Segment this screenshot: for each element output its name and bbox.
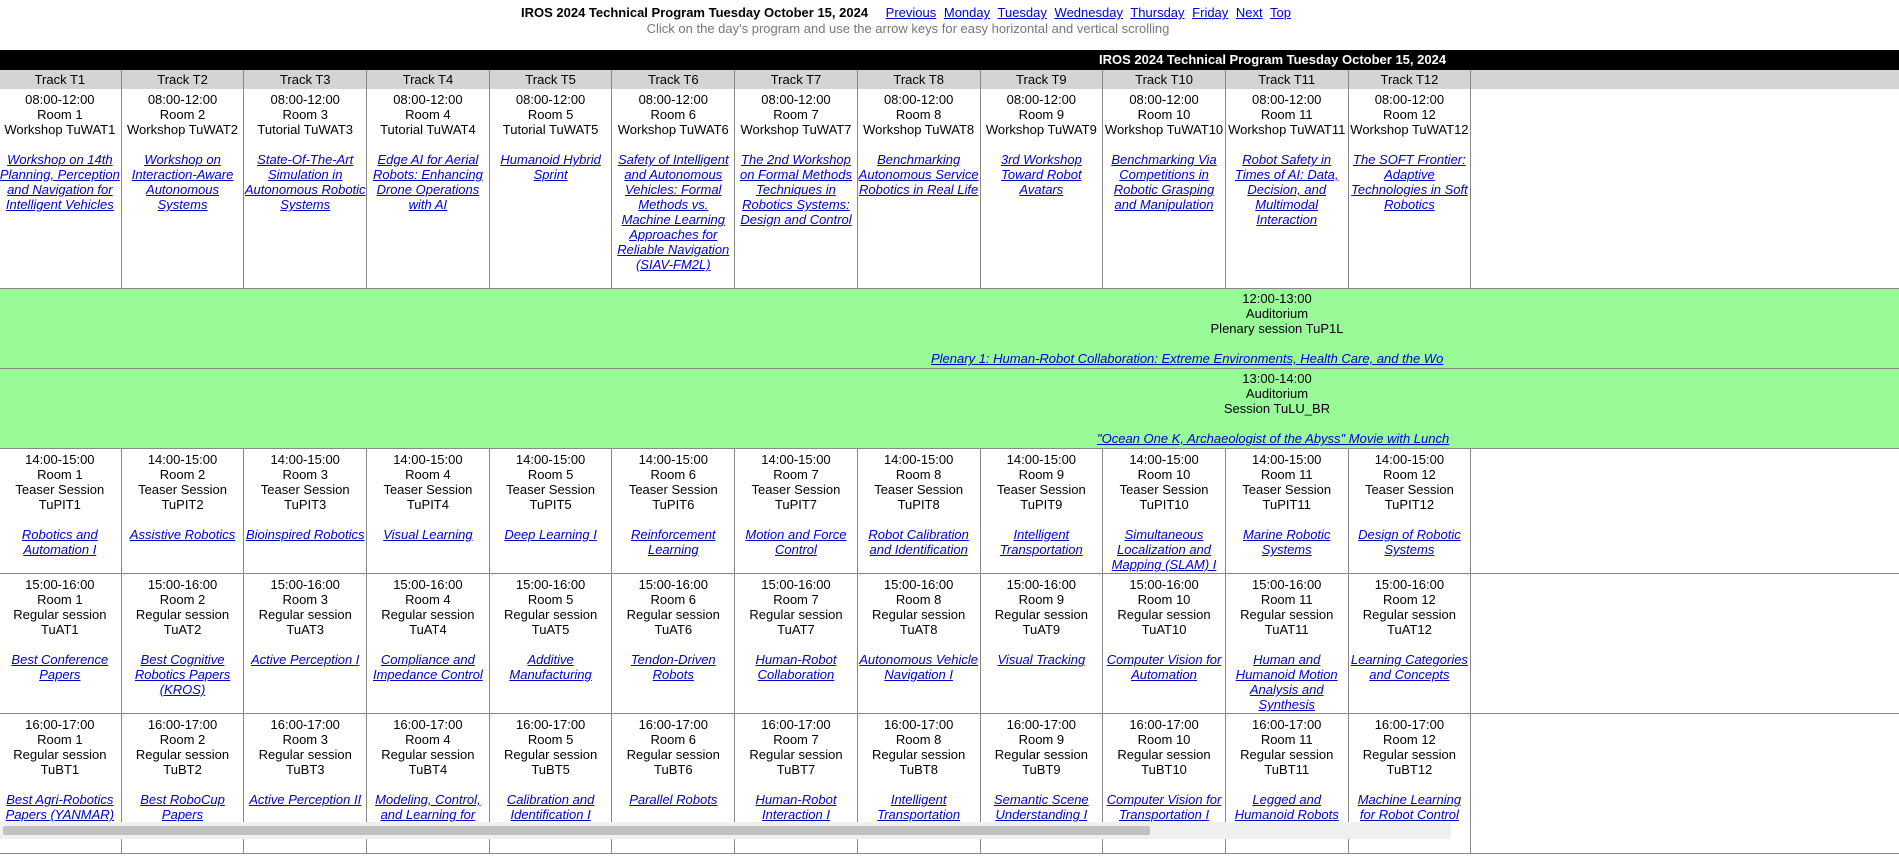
session-time: 15:00-16:00 [515,577,586,592]
session-room: Room 4 [405,732,451,747]
session-type: Regular session TuAT3 [258,607,352,637]
session-type: Regular session TuAT1 [13,607,107,637]
session-cell [735,574,858,713]
session-time: 08:00-12:00 [1252,92,1322,107]
session-title-link[interactable]: Tendon-Driven Robots [630,652,716,682]
session-time: 16:00-17:00 [761,717,831,732]
session-cell [367,449,490,573]
session-type: Workshop TuWAT10 [1104,122,1224,137]
session-room: Room 10 [1137,467,1191,482]
session-title-link[interactable]: Computer Vision for Automation [1106,652,1222,682]
lunch-time: 13:00-14:00 [1242,371,1312,386]
session-title-link[interactable]: The 2nd Workshop on Formal Methods Techniques in Robotics Systems: Design and Control [739,152,852,227]
session-time: 15:00-16:00 [761,577,831,592]
lunch-session: Session TuLU_BR [1223,401,1331,416]
session-type: Workshop TuWAT11 [1228,122,1346,137]
session-title-link[interactable]: Modeling, Control, and Learning for [375,792,481,822]
session-room: Room 8 [895,592,942,607]
session-title-link[interactable]: State-Of-The-Art Simulation in Autonomous Robotic Systems [244,152,366,212]
session-title-link[interactable]: Computer Vision for Transportation I [1106,792,1222,822]
session-title-link[interactable]: Autonomous Vehicle Navigation I [859,652,979,682]
session-title-link[interactable]: Human-Robot Collaboration [755,652,837,682]
session-cell [858,449,981,573]
session-cell [122,89,245,288]
session-room: Room 6 [650,592,697,607]
session-time: 16:00-17:00 [25,717,95,732]
session-cell [1349,574,1472,713]
track-header: Track T10 [1103,70,1226,89]
session-title-link[interactable]: Benchmarking Via Competitions in Robotic Grasping and Manipulation [1111,152,1217,212]
session-room: Room 1 [37,467,83,482]
session-cell [367,574,490,713]
session-time: 08:00-12:00 [270,92,340,107]
session-room: Room 12 [1383,107,1436,122]
track-header: Track T2 [122,70,245,89]
session-room: Room 10 [1137,592,1191,607]
program-title-bar [0,50,1899,70]
plenary-session: Plenary session TuP1L [1210,321,1344,336]
session-type: Regular session TuBT4 [381,747,475,777]
session-time: 16:00-17:00 [270,717,340,732]
session-room: Room 2 [159,107,206,122]
session-title-link[interactable]: Human and Humanoid Motion Analysis and Synthesis [1235,652,1338,712]
session-cell [735,89,858,288]
lunch-row [0,369,1899,449]
nav-wednesday-link[interactable]: Wednesday [1054,5,1123,20]
session-room: Room 8 [895,107,942,122]
plenary-time: 12:00-13:00 [1242,291,1312,306]
program-title-bar-text: IROS 2024 Technical Program Tuesday October 15, 2024 [1099,52,1447,67]
scrollbar-thumb[interactable] [3,826,1150,835]
session-room: Room 9 [1018,107,1065,122]
session-time: 08:00-12:00 [761,92,831,107]
session-room: Room 9 [1018,732,1065,747]
session-time: 16:00-17:00 [1374,717,1445,732]
session-title-link[interactable]: The SOFT Frontier: Adaptive Technologies in Soft Robotics [1351,152,1468,212]
session-title-link[interactable]: Compliance and Impedance Control [372,652,483,682]
session-room: Room 2 [159,592,206,607]
session-cell [1226,449,1349,573]
session-room: Room 2 [159,732,206,747]
session-time: 16:00-17:00 [1252,717,1322,732]
session-type: Tutorial TuWAT4 [380,122,476,137]
session-time: 15:00-16:00 [393,577,463,592]
session-room: Room 4 [405,107,451,122]
page-title: IROS 2024 Technical Program Tuesday October 15, 2024 [520,5,869,20]
nav-monday-link[interactable]: Monday [943,5,991,20]
session-type: Teaser Session TuPIT9 [996,482,1086,512]
session-type: Regular session TuBT9 [994,747,1088,777]
session-time: 15:00-16:00 [1374,577,1445,592]
session-type: Workshop TuWAT1 [4,122,116,137]
session-time: 16:00-17:00 [147,717,218,732]
track-header: Track T5 [490,70,613,89]
track-header: Track T12 [1349,70,1472,89]
session-room: Room 9 [1018,467,1065,482]
session-time: 15:00-16:00 [1006,577,1077,592]
session-type: Workshop TuWAT9 [985,122,1097,137]
session-type: Teaser Session TuPIT8 [874,482,964,512]
session-room: Room 5 [527,467,574,482]
session-room: Room 10 [1137,732,1191,747]
session-cell [1349,89,1472,288]
session-cell [122,449,245,573]
session-cell [981,574,1104,713]
session-time: 14:00-15:00 [638,452,708,467]
session-type: Regular session TuBT6 [626,747,720,777]
session-title-link[interactable]: Best RoboCup Papers [140,792,225,822]
session-cell [1226,89,1349,288]
session-title-link[interactable]: Robot Safety in Times of AI: Data, Decision, and Multimodal Interaction [1235,152,1339,227]
session-type: Teaser Session TuPIT6 [628,482,718,512]
session-cell [1349,449,1472,573]
nav-thursday-link[interactable]: Thursday [1130,5,1185,20]
session-time: 14:00-15:00 [1129,452,1199,467]
session-title-link[interactable]: Robot Calibration and Identification [868,527,969,557]
session-title-link[interactable]: Workshop on Interaction-Aware Autonomous Systems [131,152,234,212]
track-header: Track T1 [0,70,122,89]
program-grid[interactable] [0,50,1899,854]
session-cell [367,89,490,288]
session-title-link[interactable]: Best Cognitive Robotics Papers (KROS) [134,652,231,697]
session-time: 14:00-15:00 [393,452,463,467]
track-header: Track T8 [858,70,981,89]
session-room: Room 5 [527,107,574,122]
session-title-link[interactable]: Human-Robot Interaction I [755,792,837,822]
session-room: Room 9 [1018,592,1065,607]
session-cell [1103,89,1226,288]
page-header [0,4,1816,35]
session-time: 14:00-15:00 [515,452,586,467]
session-title-link[interactable]: Design of Robotic Systems [1358,527,1461,557]
session-time: 08:00-12:00 [1006,92,1077,107]
session-title-link[interactable]: Semantic Scene Understanding I [994,792,1089,822]
session-room: Room 7 [773,732,819,747]
session-type: Regular session TuAT11 [1240,607,1334,637]
session-type: Regular session TuBT5 [503,747,598,777]
nav-friday-link[interactable]: Friday [1192,5,1229,20]
session-cell [244,574,367,713]
session-type: Workshop TuWAT2 [127,122,239,137]
session-cell [0,89,122,288]
session-title-link[interactable]: Active Perception II [249,792,362,807]
session-title-link[interactable]: Intelligent Transportation [999,527,1083,557]
nav-top-link[interactable]: Top [1270,5,1292,20]
session-title-link[interactable]: Workshop on 14th Planning, Perception and Navigation for Intelligent Vehicles [0,152,120,212]
session-title-link[interactable]: Marine Robotic Systems [1243,527,1331,557]
session-room: Room 11 [1260,732,1313,747]
session-room: Room 5 [527,592,574,607]
session-time: 16:00-17:00 [515,717,586,732]
session-type: Regular session TuBT1 [13,747,107,777]
session-time: 16:00-17:00 [393,717,463,732]
session-room: Room 3 [282,107,328,122]
track-header: Track T4 [367,70,490,89]
session-time: 08:00-12:00 [147,92,218,107]
session-room: Room 8 [895,732,942,747]
session-room: Room 4 [405,592,451,607]
nav-next-link[interactable]: Next [1235,5,1263,20]
lunch-title-link[interactable]: "Ocean One K, Archaeologist of the Abyss" Movie with Lunch [1097,431,1450,446]
session-type: Regular session TuAT12 [1362,607,1457,637]
track-header: Track T9 [981,70,1104,89]
session-title-link[interactable]: Reinforcement Learning [631,527,716,557]
session-room: Room 2 [159,467,206,482]
session-type: Regular session TuAT6 [626,607,720,637]
session-title-link[interactable]: Visual Learning [383,527,473,542]
session-type: Workshop TuWAT12 [1350,122,1469,137]
session-type: Tutorial TuWAT3 [257,122,354,137]
scroll-hint: Click on the day's program and use the arrow keys for easy horizontal and vertical scrolling [646,21,1170,36]
session-time: 16:00-17:00 [883,717,954,732]
workshop-row [0,89,1899,289]
session-time: 15:00-16:00 [1129,577,1199,592]
session-title-link[interactable]: Machine Learning for Robot Control [1357,792,1462,822]
session-time: 14:00-15:00 [883,452,954,467]
session-room: Room 3 [282,467,328,482]
session-title-link[interactable]: Humanoid Hybrid Sprint [500,152,601,182]
session-title-link[interactable]: Simultaneous Localization and Mapping (SLAM) I [1111,527,1217,572]
session-room: Room 6 [650,107,697,122]
session-time: 15:00-16:00 [25,577,95,592]
session-type: Regular session TuAT5 [503,607,598,637]
session-time: 15:00-16:00 [147,577,218,592]
session-room: Room 1 [37,592,83,607]
session-room: Room 11 [1260,107,1313,122]
session-cell [0,449,122,573]
nav-previous-link[interactable]: Previous [885,5,937,20]
session-time: 15:00-16:00 [270,577,340,592]
session-room: Room 3 [282,592,328,607]
session-title-link[interactable]: Benchmarking Autonomous Service Robotics in Real Life [858,152,979,197]
session-type: Regular session TuAT8 [872,607,966,637]
session-title-link[interactable]: Motion and Force Control [745,527,847,557]
regular-a-row [0,574,1899,714]
session-time: 16:00-17:00 [1129,717,1199,732]
session-time: 08:00-12:00 [1374,92,1445,107]
session-title-link[interactable]: Visual Tracking [997,652,1086,667]
session-type: Teaser Session TuPIT12 [1364,482,1454,512]
session-type: Teaser Session TuPIT4 [383,482,473,512]
session-room: Room 7 [773,467,819,482]
nav-tuesday-link[interactable]: Tuesday [997,5,1047,20]
session-title-link[interactable]: Additive Manufacturing [509,652,592,682]
session-title-link[interactable]: Parallel Robots [629,792,718,807]
session-type: Regular session TuBT10 [1117,747,1211,777]
session-room: Room 11 [1260,592,1313,607]
session-type: Regular session TuAT10 [1117,607,1211,637]
session-type: Workshop TuWAT8 [863,122,975,137]
session-cell [612,449,735,573]
session-cell [122,574,245,713]
track-header-row [0,70,1899,89]
session-room: Room 7 [773,592,819,607]
session-room: Room 10 [1137,107,1191,122]
session-room: Room 1 [37,732,83,747]
session-room: Room 3 [282,732,328,747]
track-header: Track T3 [244,70,367,89]
session-room: Room 12 [1383,467,1436,482]
session-cell [1226,574,1349,713]
session-time: 08:00-12:00 [638,92,708,107]
session-type: Teaser Session TuPIT7 [751,482,841,512]
session-type: Regular session TuBT8 [872,747,966,777]
session-type: Teaser Session TuPIT3 [260,482,350,512]
track-header: Track T6 [612,70,735,89]
session-time: 14:00-15:00 [1374,452,1445,467]
session-type: Teaser Session TuPIT1 [15,482,105,512]
lunch-room: Auditorium [1245,386,1309,401]
session-title-link[interactable]: 3rd Workshop Toward Robot Avatars [1000,152,1082,197]
teaser-row [0,449,1899,574]
session-title-link[interactable]: Learning Categories and Concepts [1350,652,1468,682]
session-title-link[interactable]: Bioinspired Robotics [245,527,365,542]
session-cell [735,449,858,573]
session-time: 15:00-16:00 [883,577,954,592]
session-time: 16:00-17:00 [638,717,708,732]
session-type: Workshop TuWAT6 [617,122,729,137]
session-cell [858,89,981,288]
session-time: 08:00-12:00 [515,92,586,107]
session-type: Regular session TuBT11 [1240,747,1334,777]
track-header: Track T11 [1226,70,1349,89]
session-time: 08:00-12:00 [883,92,954,107]
session-cell [981,449,1104,573]
plenary-row [0,289,1899,369]
session-room: Room 11 [1260,467,1313,482]
session-cell [1103,574,1226,713]
session-title-link[interactable]: Edge AI for Aerial Robots: Enhancing Drone Operations with AI [372,152,483,212]
session-type: Regular session TuBT12 [1362,747,1457,777]
session-type: Regular session TuBT3 [258,747,352,777]
session-cell [858,574,981,713]
session-room: Room 6 [650,732,697,747]
session-room: Room 6 [650,467,697,482]
session-cell [244,89,367,288]
session-type: Regular session TuAT2 [135,607,230,637]
session-room: Room 5 [527,732,574,747]
session-title-link[interactable]: Active Perception I [251,652,360,667]
session-type: Regular session TuAT4 [381,607,475,637]
session-type: Tutorial TuWAT5 [502,122,599,137]
session-type: Teaser Session TuPIT10 [1119,482,1209,512]
session-time: 14:00-15:00 [1252,452,1322,467]
session-type: Teaser Session TuPIT2 [138,482,227,512]
session-time: 14:00-15:00 [1006,452,1077,467]
session-type: Regular session TuBT7 [749,747,843,777]
session-title-link[interactable]: Best Agri-Robotics Papers (YANMAR) [5,792,115,822]
session-cell [981,89,1104,288]
session-room: Room 4 [405,467,451,482]
session-cell [612,89,735,288]
session-cell [490,89,613,288]
session-room: Room 1 [37,107,83,122]
session-time: 14:00-15:00 [270,452,340,467]
plenary-room: Auditorium [1245,306,1309,321]
session-time: 15:00-16:00 [638,577,708,592]
session-title-link[interactable]: Robotics and Automation I [21,527,98,557]
session-room: Room 8 [895,467,942,482]
session-room: Room 7 [773,107,819,122]
session-type: Teaser Session TuPIT11 [1242,482,1332,512]
session-time: 15:00-16:00 [1252,577,1322,592]
horizontal-scrollbar[interactable] [0,822,1451,839]
session-title-link[interactable]: Safety of Intelligent and Autonomous Vehicles: Formal Methods vs. Machine Learning Approaches for Reliable Navigation (SIAV-FM2L) [617,152,730,272]
session-cell [612,574,735,713]
session-type: Workshop TuWAT7 [740,122,852,137]
session-cell [244,449,367,573]
session-title-link[interactable]: Legged and Humanoid Robots [1234,792,1339,822]
session-cell [1103,449,1226,573]
session-time: 08:00-12:00 [25,92,95,107]
session-type: Regular session TuAT9 [994,607,1088,637]
session-title-link[interactable]: Assistive Robotics [129,527,236,542]
session-room: Room 12 [1383,592,1436,607]
session-title-link[interactable]: Calibration and Identification I [506,792,595,822]
session-room: Room 12 [1383,732,1436,747]
session-title-link[interactable]: Deep Learning I [504,527,597,542]
plenary-title-link[interactable]: Plenary 1: Human-Robot Collaboration: Extreme Environments, Health Care, and the Wo [931,351,1444,366]
session-type: Teaser Session TuPIT5 [506,482,596,512]
session-type: Regular session TuBT2 [135,747,230,777]
session-time: 08:00-12:00 [1129,92,1199,107]
session-type: Regular session TuAT7 [749,607,843,637]
session-time: 14:00-15:00 [761,452,831,467]
session-time: 16:00-17:00 [1006,717,1077,732]
session-time: 14:00-15:00 [147,452,218,467]
session-title-link[interactable]: Best Conference Papers [11,652,109,682]
session-time: 08:00-12:00 [393,92,463,107]
session-cell [490,574,613,713]
session-time: 14:00-15:00 [25,452,95,467]
session-cell [0,574,122,713]
session-title-link[interactable]: Intelligent Transportation [877,792,961,822]
session-cell [490,449,613,573]
track-header: Track T7 [735,70,858,89]
